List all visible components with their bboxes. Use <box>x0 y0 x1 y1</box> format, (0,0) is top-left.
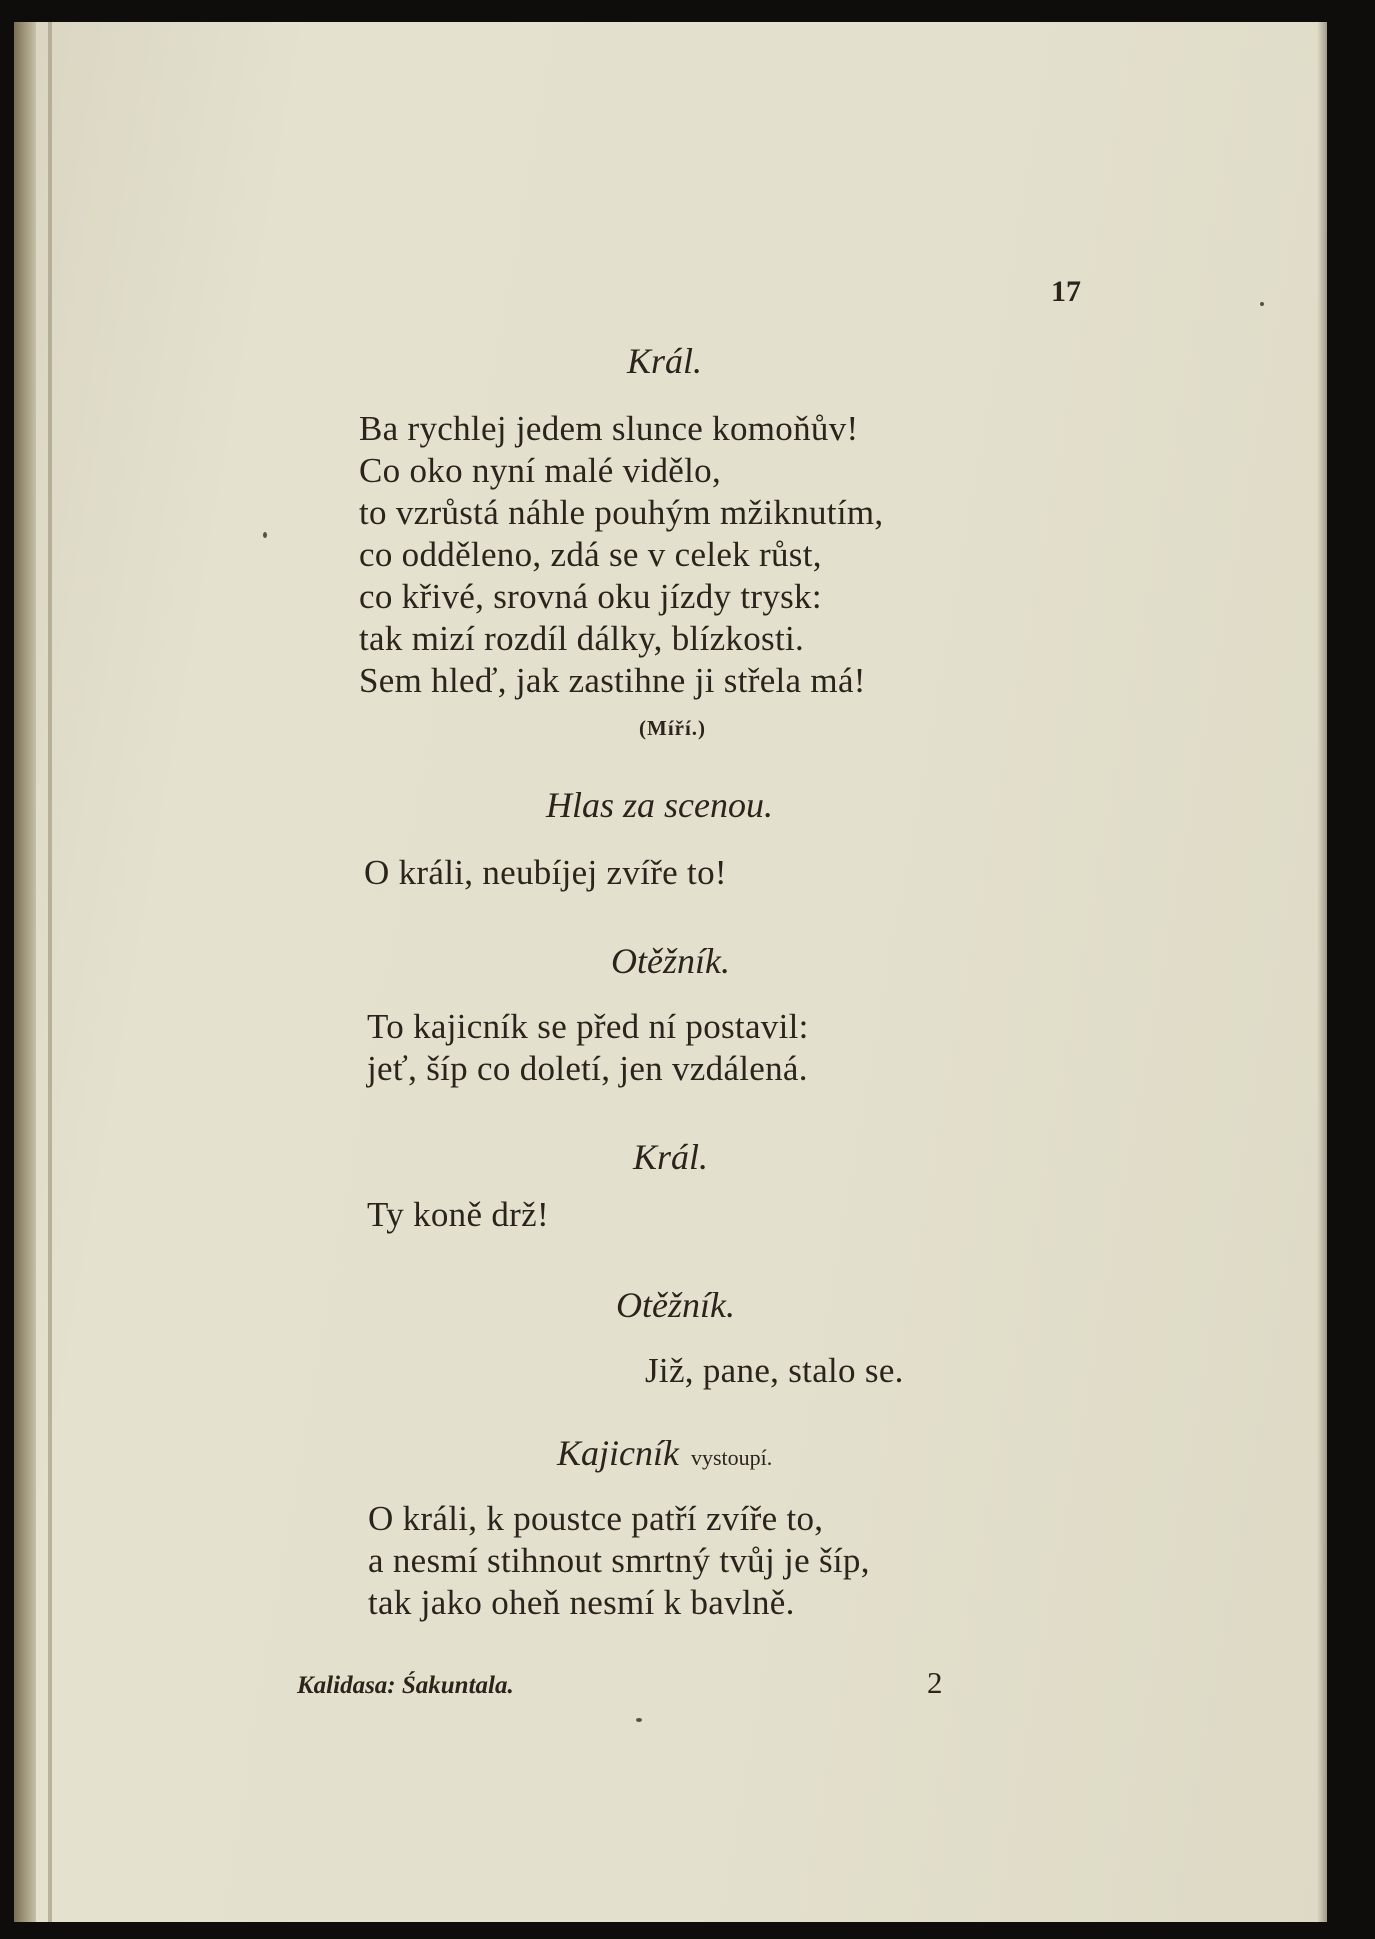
speaker-heading-group <box>557 1432 772 1474</box>
verse-line: Ty koně drž! <box>367 1195 549 1234</box>
footer-title: Kalidasa: Śakuntala. <box>297 1672 514 1699</box>
verse-block <box>367 1006 809 1090</box>
verse-line: co odděleno, zdá se v celek růst, <box>359 535 822 574</box>
verse-line: to vzrůstá náhle pouhým mžiknutím, <box>359 493 884 532</box>
paper-speck <box>1260 302 1264 306</box>
signature-mark: 2 <box>927 1665 943 1700</box>
page-edge-shadow <box>1317 22 1327 1922</box>
verse-line: jeť, šíp co doletí, jen vzdálená. <box>367 1049 808 1088</box>
verse-line: co křivé, srovná oku jízdy trysk: <box>359 577 822 616</box>
verse-block <box>368 1498 870 1624</box>
paper-speck <box>636 1718 642 1722</box>
verse-line: a nesmí stihnout smrtný tvůj je šíp, <box>368 1541 870 1580</box>
speaker-heading: Král. <box>633 1137 709 1177</box>
speaker-heading: Král. <box>627 341 703 381</box>
verse-line: Ba rychlej jedem slunce komoňův! <box>359 409 859 448</box>
stage-direction: vystoupí. <box>690 1445 773 1470</box>
book-page <box>14 22 1327 1922</box>
speaker-heading: Otěžník. <box>616 1285 735 1325</box>
verse-line: To kajicník se před ní postavil: <box>367 1007 809 1046</box>
speaker-heading: Kajicník <box>557 1433 679 1473</box>
verse-line: tak mizí rozdíl dálky, blízkosti. <box>359 619 805 658</box>
speaker-heading: Hlas za scenou. <box>546 785 773 825</box>
stage-direction: (Míří.) <box>639 716 707 740</box>
page-number: 17 <box>1051 275 1081 308</box>
page-binding <box>14 22 36 1922</box>
gutter-line <box>48 22 52 1922</box>
verse-line: Sem hleď, jak zastihne ji střela má! <box>359 661 866 700</box>
verse-line: O králi, k poustce patří zvíře to, <box>368 1499 824 1538</box>
paper-speck <box>263 532 267 538</box>
verse-line: Již, pane, stalo se. <box>645 1351 904 1390</box>
verse-block <box>359 408 883 702</box>
verse-line: O králi, neubíjej zvíře to! <box>364 853 727 892</box>
verse-line: tak jako oheň nesmí k bavlně. <box>368 1583 795 1622</box>
speaker-heading: Otěžník. <box>611 941 730 981</box>
verse-line: Co oko nyní malé vidělo, <box>359 451 722 490</box>
